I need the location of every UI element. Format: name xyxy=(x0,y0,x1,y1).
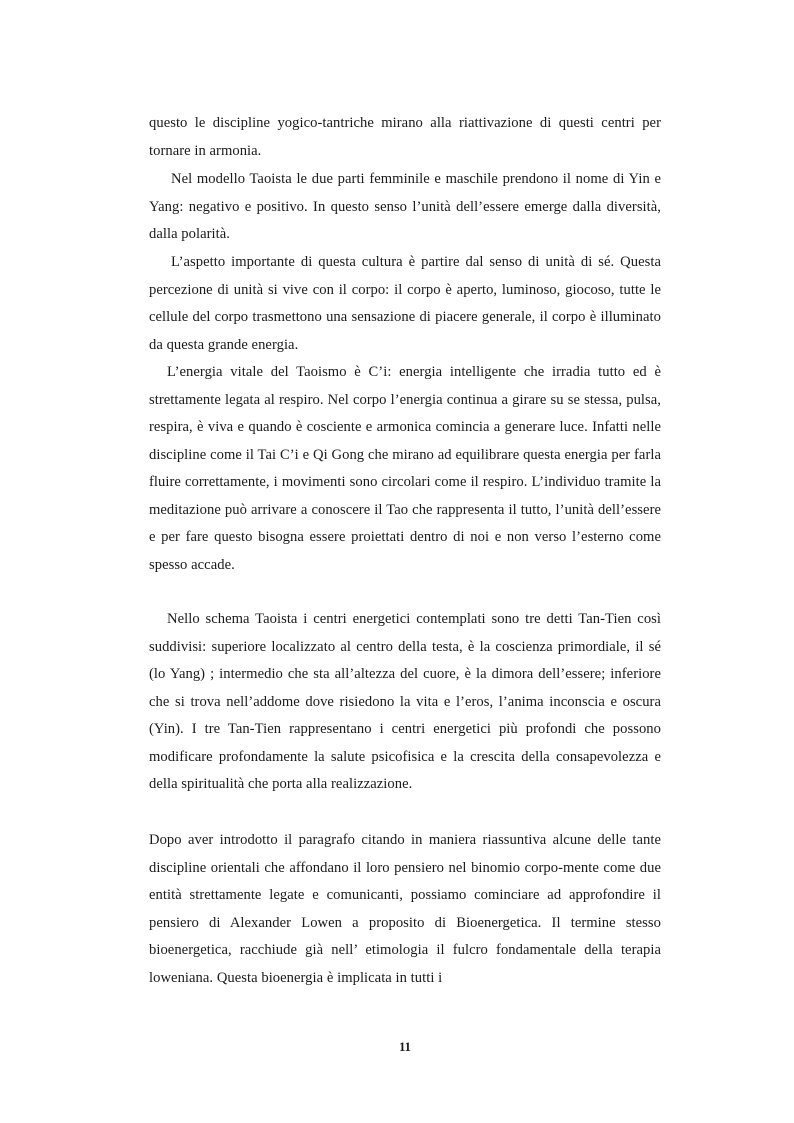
paragraph-tan-tien: Nello schema Taoista i centri energetici contemplati sono tre detti Tan-Tien così suddivisi: superiore localizzato al centro della testa, è la coscienza primordiale, il sé (lo Yang) ; intermedio che sta all’altezza del cuore, è la dimora dell’essere; inferiore che si trova nell’addome dove risiedono la vita e l’eros, l’anima inconscia e oscura (Yin). I tre Tan-Tien rappresentano i centri energetici più profondi che possono modificare profondamente la salute psicofisica e la crescita della consapevolezza e della spiritualità che porta alla realizzazione. xyxy=(149,611,661,792)
document-page xyxy=(149,0,661,1123)
page-number: 11 xyxy=(399,1040,411,1054)
paragraph-vital-energy: L’energia vitale del Taoismo è C’i: energia intelligente che irradia tutto ed è strettamente legata al respiro. Nel corpo l’energia continua a girare su se stessa, pulsa, respira, è viva e quando è cosciente e armonica comincia a generare luce. Infatti nelle discipline come il Tai C’i e Qi Gong che mirano ad equilibrare questa energia per farla fluire correttamente, i movimenti sono circolari come il respiro. L’individuo tramite la meditazione può arrivare a conoscere il Tao che rappresenta il tutto, l’unità dell’essere e per fare questo bisogna essere proiettati dentro di noi e non verso l’esterno come spesso accade. xyxy=(149,364,661,573)
paragraph-yoga-continuation: questo le discipline yogico-tantriche mirano alla riattivazione di questi centri per tornare in armonia. xyxy=(149,115,661,159)
paragraph-taoist-model: Nel modello Taoista le due parti femminile e maschile prendono il nome di Yin e Yang: negativo e positivo. In questo senso l’unità dell’essere emerge dalla diversità, dalla polarità. xyxy=(149,171,661,242)
paragraph-lowen-bioenergetics: Dopo aver introdotto il paragrafo citando in maniera riassuntiva alcune delle tante discipline orientali che affondano il loro pensiero nel binomio corpo-mente come due entità strettamente legate e comunicanti, possiamo cominciare ad approfondire il pensiero di Alexander Lowen a proposito di Bioenergetica. Il termine stesso bioenergetica, racchiude già nell’ etimologia il fulcro fondamentale della terapia loweniana. Questa bioenergia è implicata in tutti i xyxy=(149,832,661,986)
paragraph-unity-of-self: L’aspetto importante di questa cultura è partire dal senso di unità di sé. Questa percezione di unità si vive con il corpo: il corpo è aperto, luminoso, giocoso, tutte le cellule del corpo trasmettono una sensazione di piacere generale, il corpo è illuminato da questa grande energia. xyxy=(149,254,661,353)
